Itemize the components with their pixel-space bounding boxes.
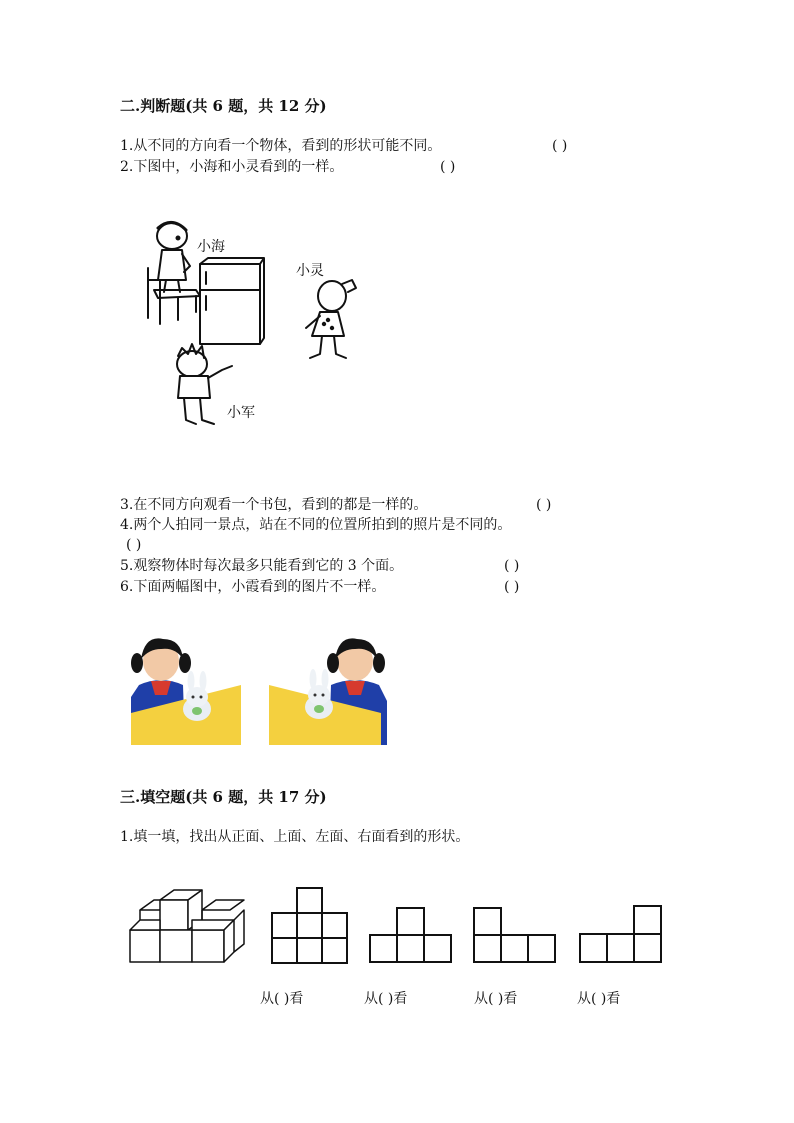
photo-girl-rabbit-right xyxy=(269,635,387,745)
answer-paren-1[interactable]: ( ) xyxy=(552,138,568,154)
view-answer-3[interactable]: 从( )看 xyxy=(474,991,518,1007)
section2-heading: 二.判断题(共 6 题，共 12 分) xyxy=(120,97,327,115)
view-answer-4[interactable]: 从( )看 xyxy=(577,991,621,1007)
question-5: 5.观察物体时每次最多只能看到它的 3 个面。 xyxy=(120,558,404,574)
question-3: 3.在不同方向观看一个书包，看到的都是一样的。 xyxy=(120,497,428,513)
section3-heading: 三.填空题(共 6 题，共 17 分) xyxy=(120,788,327,806)
answer-paren-4[interactable]: ( ) xyxy=(126,537,142,553)
answer-paren-2[interactable]: ( ) xyxy=(440,159,456,175)
answer-paren-6[interactable]: ( ) xyxy=(504,579,520,595)
label-xiaoling: 小灵 xyxy=(296,263,324,279)
view-answer-1[interactable]: 从( )看 xyxy=(260,991,304,1007)
section3-question-1: 1.填一填，找出从正面、上面、左面、右面看到的形状。 xyxy=(120,829,470,845)
question-2: 2.下图中，小海和小灵看到的一样。 xyxy=(120,159,344,175)
view-shape-d xyxy=(578,904,664,966)
view-shape-c xyxy=(472,906,558,966)
question-1: 1.从不同的方向看一个物体，看到的形状可能不同。 xyxy=(120,138,442,154)
children-fridge-illustration xyxy=(138,220,378,455)
view-shape-a xyxy=(270,886,350,966)
answer-paren-5[interactable]: ( ) xyxy=(504,558,520,574)
question-4: 4.两个人拍同一景点，站在不同的位置所拍到的照片是不同的。 xyxy=(120,517,512,533)
photo-girl-rabbit-left xyxy=(131,635,241,745)
question-6: 6.下面两幅图中，小霞看到的图片不一样。 xyxy=(120,579,386,595)
label-xiaohai: 小海 xyxy=(197,239,225,255)
view-shape-b xyxy=(368,906,452,966)
answer-paren-3[interactable]: ( ) xyxy=(536,497,552,513)
label-xiaojun: 小军 xyxy=(227,405,255,421)
view-answer-2[interactable]: 从( )看 xyxy=(364,991,408,1007)
cube-arrangement-3d xyxy=(126,886,246,966)
